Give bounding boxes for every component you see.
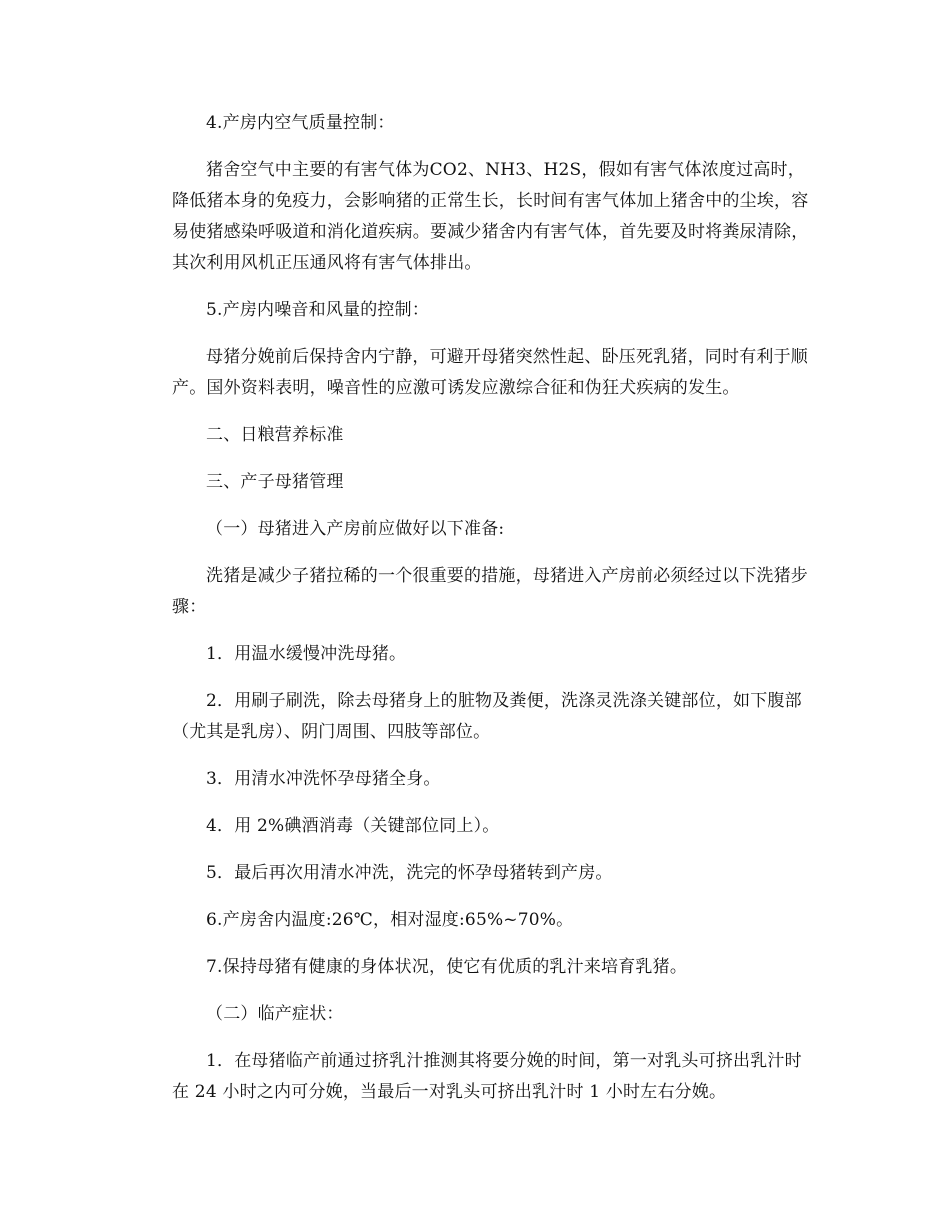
section-heading-air-quality: 4.产房内空气质量控制： (206, 113, 395, 133)
subsection-heading-symptoms: （二）临产症状： (206, 1004, 344, 1024)
list-item-step-3: 3．用清水冲洗怀孕母猪全身。 (206, 769, 441, 789)
paragraph-washing-intro: 洗猪是减少子猪拉稀的一个很重要的措施，母猪进入产房前必须经过以下洗猪步骤： (172, 566, 808, 617)
paragraph-air-quality: 猪舍空气中主要的有害气体为CO2、NH3、H2S，假如有害气体浓度过高时，降低猪本身的免疫力，会影响猪的正常生长，长时间有害气体加上猪舍中的尘埃，容易使猪感染呼吸道和消化道疾病。要减少猪舍内有害气体，首先要及时将粪尿清除，其次利用风机正压通风将有害气体排出。 (172, 160, 809, 273)
document-body (172, 108, 812, 1108)
list-item-step-1: 1．用温水缓慢冲洗母猪。 (206, 644, 407, 664)
list-item-step-6: 6.产房舍内温度:26℃，相对湿度:65%~70%。 (206, 910, 574, 930)
list-item-step-4: 4．用 2%碘酒消毒（关键部位同上）。 (206, 816, 500, 836)
section-heading-sow-management: 三、产子母猪管理 (206, 472, 344, 492)
paragraph-noise: 母猪分娩前后保持舍内宁静，可避开母猪突然性起、卧压死乳猪，同时有利于顺产。国外资料表明，噪音性的应激可诱发应激综合征和伪狂犬疾病的发生。 (172, 347, 808, 398)
section-heading-nutrition: 二、日粮营养标准 (206, 425, 344, 445)
subsection-heading-preparation: （一）母猪进入产房前应做好以下准备: (206, 519, 505, 539)
section-heading-noise: 5.产房内噪音和风量的控制： (206, 300, 430, 320)
list-item-step-7: 7.保持母猪有健康的身体状况，使它有优质的乳汁来培育乳猪。 (206, 957, 688, 977)
list-item-step-5: 5．最后再次用清水冲洗，洗完的怀孕母猪转到产房。 (206, 863, 613, 883)
list-item-step-2: 2．用刷子刷洗，除去母猪身上的脏物及粪便，洗涤灵洗涤关键部位，如下腹部（尤其是乳房）、阴门周围、四肢等部位。 (172, 691, 802, 742)
list-item-symptom-1: 1．在母猪临产前通过挤乳汁推测其将要分娩的时间，第一对乳头可挤出乳汁时在 24 小时之内可分娩，当最后一对乳头可挤出乳汁时 1 小时左右分娩。 (172, 1051, 802, 1102)
